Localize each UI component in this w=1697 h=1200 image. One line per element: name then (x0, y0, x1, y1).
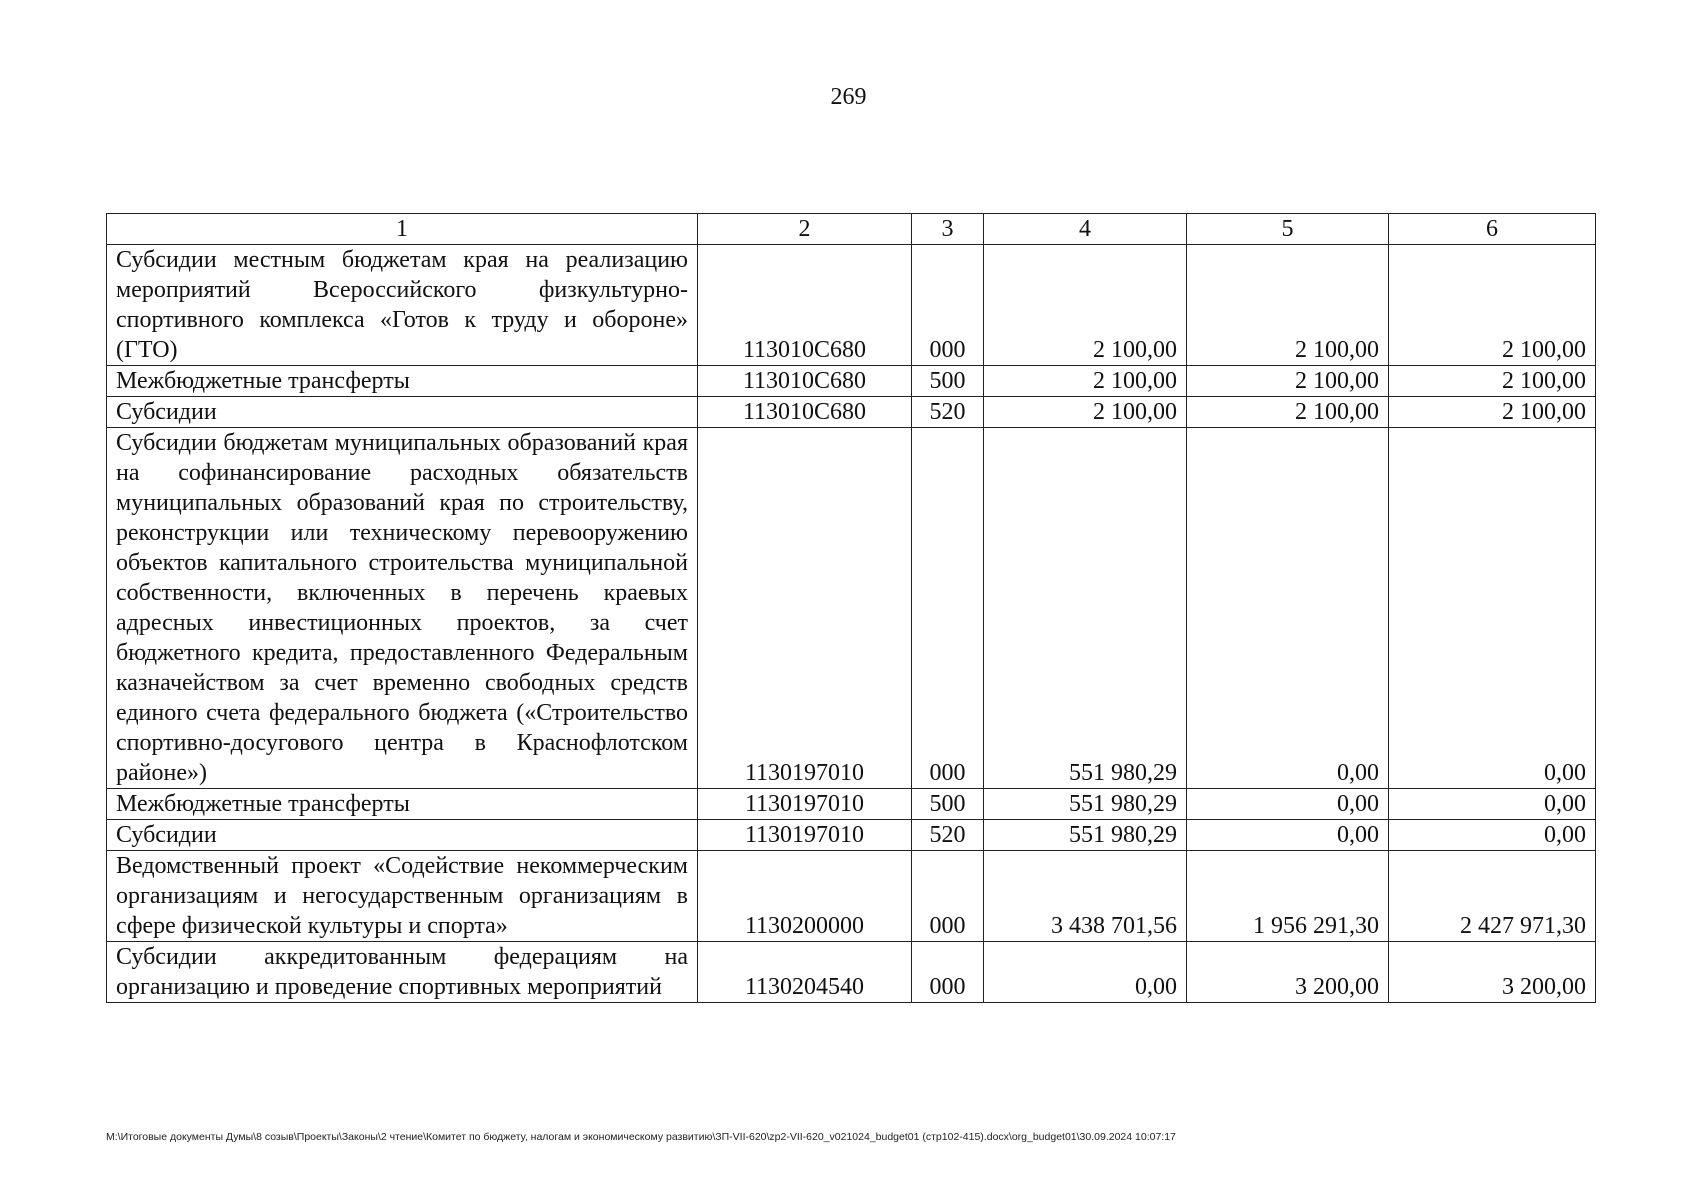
row-amount-col4: 2 100,00 (984, 397, 1187, 428)
row-expense-type: 520 (912, 820, 984, 851)
table-row (107, 366, 1596, 397)
row-name: Субсидии аккредитованным федерациям на организацию и проведение спортивных мероприятий (107, 942, 698, 1003)
row-amount-col5: 0,00 (1187, 820, 1389, 851)
table-row (107, 789, 1596, 820)
row-amount-col6: 2 427 971,30 (1389, 851, 1596, 942)
row-amount-col5: 2 100,00 (1187, 366, 1389, 397)
row-expense-type: 000 (912, 851, 984, 942)
row-amount-col4: 3 438 701,56 (984, 851, 1187, 942)
column-header-3: 3 (912, 214, 984, 245)
row-amount-col4: 2 100,00 (984, 366, 1187, 397)
row-amount-col6: 2 100,00 (1389, 397, 1596, 428)
footer-file-path: M:\Итоговые документы Думы\8 созыв\Проекты\Законы\2 чтение\Комитет по бюджету, налогам и экономическому развитию\ЗП-VII-620\zp2-VII-620_v021024_budget01 (стр102-415).docx\org_budget01\30.09.2024 10:07:17 (106, 1131, 1176, 1143)
budget-table (106, 213, 1596, 1003)
row-amount-col6: 0,00 (1389, 820, 1596, 851)
row-amount-col4: 551 980,29 (984, 428, 1187, 789)
row-expense-type: 000 (912, 245, 984, 366)
row-amount-col6: 2 100,00 (1389, 245, 1596, 366)
table-row (107, 397, 1596, 428)
row-name: Ведомственный проект «Содействие некоммерческим организациям и негосударственным организациям в сфере физической культуры и спорта» (107, 851, 698, 942)
row-target-code: 1130200000 (698, 851, 912, 942)
row-name: Межбюджетные трансферты (107, 789, 698, 820)
row-amount-col4: 551 980,29 (984, 789, 1187, 820)
row-name: Субсидии местным бюджетам края на реализацию мероприятий Всероссийского физкультурно-спортивного комплекса «Готов к труду и обороне» (ГТО) (107, 245, 698, 366)
row-amount-col6: 2 100,00 (1389, 366, 1596, 397)
row-amount-col6: 0,00 (1389, 789, 1596, 820)
row-amount-col5: 3 200,00 (1187, 942, 1389, 1003)
row-amount-col6: 3 200,00 (1389, 942, 1596, 1003)
column-header-6: 6 (1389, 214, 1596, 245)
row-amount-col5: 1 956 291,30 (1187, 851, 1389, 942)
column-header-1: 1 (107, 214, 698, 245)
column-header-4: 4 (984, 214, 1187, 245)
row-expense-type: 520 (912, 397, 984, 428)
row-target-code: 1130197010 (698, 789, 912, 820)
row-amount-col4: 0,00 (984, 942, 1187, 1003)
row-amount-col5: 2 100,00 (1187, 245, 1389, 366)
row-target-code: 113010С680 (698, 366, 912, 397)
row-target-code: 1130204540 (698, 942, 912, 1003)
row-target-code: 113010С680 (698, 245, 912, 366)
row-name: Субсидии (107, 820, 698, 851)
table-row (107, 851, 1596, 942)
column-header-5: 5 (1187, 214, 1389, 245)
row-name: Межбюджетные трансферты (107, 366, 698, 397)
row-amount-col5: 0,00 (1187, 428, 1389, 789)
column-header-2: 2 (698, 214, 912, 245)
page-number: 269 (830, 84, 867, 110)
row-amount-col4: 2 100,00 (984, 245, 1187, 366)
row-name: Субсидии бюджетам муниципальных образований края на софинансирование расходных обязательств муниципальных образований края по строительству, реконструкции или техническому перевооружению объектов капитального строительства муниципальной собственности, включенных в перечень краевых адресных инвестиционных проектов, за счет бюджетного кредита, предоставленного Федеральным казначейством за счет временно свободных средств единого счета федерального бюджета («Строительство спортивно-досугового центра в Краснофлотском районе») (107, 428, 698, 789)
table-header-row (107, 214, 1596, 245)
row-amount-col4: 551 980,29 (984, 820, 1187, 851)
row-expense-type: 000 (912, 428, 984, 789)
row-expense-type: 500 (912, 789, 984, 820)
row-target-code: 1130197010 (698, 428, 912, 789)
row-name: Субсидии (107, 397, 698, 428)
table-row (107, 820, 1596, 851)
row-amount-col6: 0,00 (1389, 428, 1596, 789)
row-target-code: 113010С680 (698, 397, 912, 428)
row-amount-col5: 2 100,00 (1187, 397, 1389, 428)
table-row (107, 942, 1596, 1003)
row-expense-type: 000 (912, 942, 984, 1003)
table-row (107, 245, 1596, 366)
row-target-code: 1130197010 (698, 820, 912, 851)
table-row (107, 428, 1596, 789)
row-expense-type: 500 (912, 366, 984, 397)
row-amount-col5: 0,00 (1187, 789, 1389, 820)
